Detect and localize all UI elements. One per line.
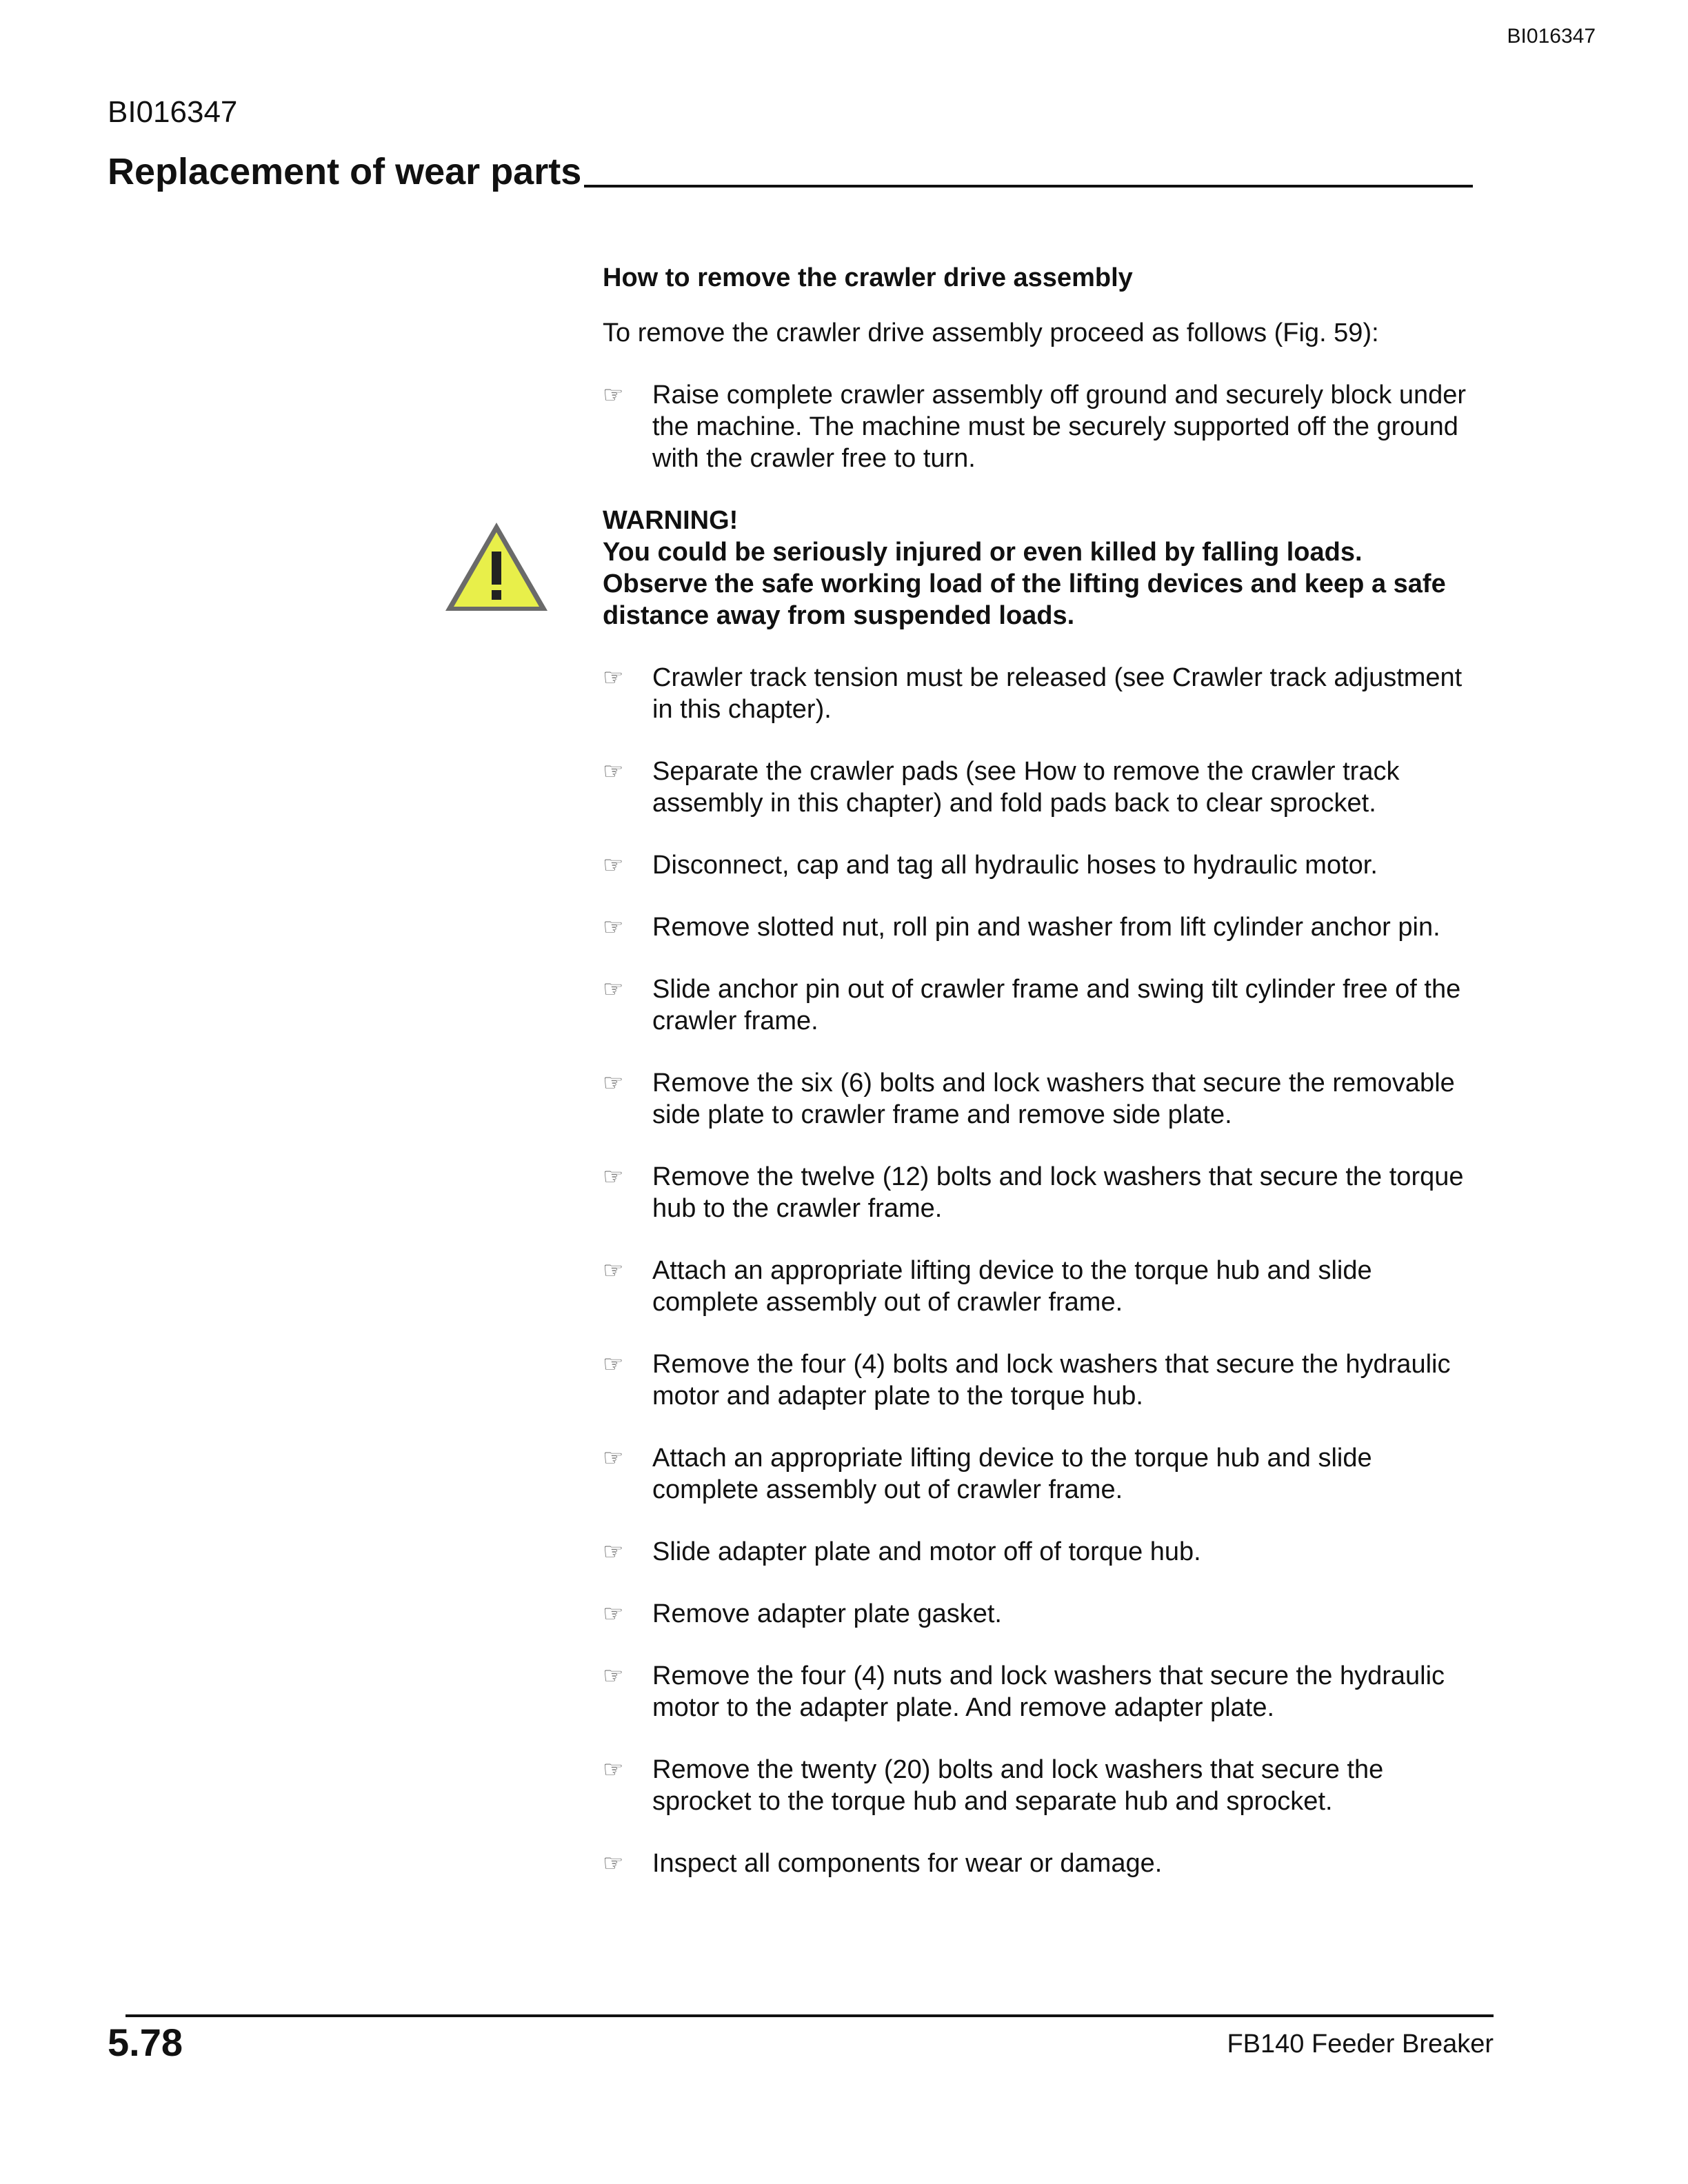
list-item bbox=[603, 1660, 1471, 1723]
list-item bbox=[603, 1754, 1471, 1817]
step-text: Inspect all components for wear or damage. bbox=[652, 1849, 1163, 1878]
step-text: Remove the four (4) bolts and lock washers that secure the hydraulic motor and adapter plate to the torque hub. bbox=[652, 1350, 1451, 1410]
list-item bbox=[603, 849, 1471, 881]
document-id: BI016347 bbox=[108, 95, 238, 129]
step-text: Remove slotted nut, roll pin and washer from lift cylinder anchor pin. bbox=[652, 913, 1440, 942]
list-item bbox=[603, 1348, 1471, 1412]
warning-text: You could be seriously injured or even killed by falling loads. Observe the safe working load of the lifting devices and keep a safe distance away from suspended loads. bbox=[603, 538, 1446, 630]
pointing-hand-icon: ☞ bbox=[603, 1164, 624, 1190]
warning-label: WARNING! bbox=[603, 506, 738, 535]
step-text: Remove the twelve (12) bolts and lock washers that secure the torque hub to the crawler frame. bbox=[652, 1162, 1464, 1223]
step-text: Disconnect, cap and tag all hydraulic hoses to hydraulic motor. bbox=[652, 851, 1378, 880]
pointing-hand-icon: ☞ bbox=[603, 1445, 624, 1471]
pointing-hand-icon: ☞ bbox=[603, 1663, 624, 1689]
title-underline bbox=[584, 185, 1473, 188]
page-number: 5.78 bbox=[108, 2021, 183, 2064]
footer-divider bbox=[125, 2014, 1494, 2017]
list-item bbox=[603, 1598, 1471, 1630]
list-item bbox=[603, 1442, 1471, 1506]
pointing-hand-icon: ☞ bbox=[603, 758, 624, 785]
pointing-hand-icon: ☞ bbox=[603, 1351, 624, 1377]
list-item bbox=[603, 911, 1471, 943]
pointing-hand-icon: ☞ bbox=[603, 1539, 624, 1565]
step-text: Remove the four (4) nuts and lock washers that secure the hydraulic motor to the adapter plate. And remove adapter plate. bbox=[652, 1661, 1445, 1722]
list-item bbox=[603, 1255, 1471, 1318]
title-row bbox=[108, 145, 1473, 193]
list-item bbox=[603, 1536, 1471, 1568]
list-item bbox=[603, 973, 1471, 1037]
step-text: Raise complete crawler assembly off ground and securely block under the machine. The machine must be securely supported off the ground with the crawler free to turn. bbox=[652, 381, 1467, 473]
step-text: Crawler track tension must be released (see Crawler track adjustment in this chapter). bbox=[652, 663, 1463, 724]
list-item bbox=[603, 379, 1471, 474]
step-text: Slide anchor pin out of crawler frame and swing tilt cylinder free of the crawler frame. bbox=[652, 975, 1461, 1035]
step-text: Remove the twenty (20) bolts and lock washers that secure the sprocket to the torque hub and separate hub and sprocket. bbox=[652, 1755, 1384, 1816]
pointing-hand-icon: ☞ bbox=[603, 1257, 624, 1284]
step-text: Remove the six (6) bolts and lock washers that secure the removable side plate to crawler frame and remove side plate. bbox=[652, 1069, 1455, 1129]
step-text: Attach an appropriate lifting device to the torque hub and slide complete assembly out of crawler frame. bbox=[652, 1256, 1372, 1317]
section-heading: How to remove the crawler drive assembly bbox=[603, 263, 1133, 292]
list-item bbox=[603, 662, 1471, 725]
intro-text: To remove the crawler drive assembly proceed as follows (Fig. 59): bbox=[603, 318, 1379, 347]
warning-block bbox=[603, 505, 1471, 631]
pointing-hand-icon: ☞ bbox=[603, 665, 624, 691]
list-item bbox=[603, 1161, 1471, 1224]
pointing-hand-icon: ☞ bbox=[603, 914, 624, 940]
pointing-hand-icon: ☞ bbox=[603, 1850, 624, 1877]
pointing-hand-icon: ☞ bbox=[603, 1757, 624, 1783]
step-text: Remove adapter plate gasket. bbox=[652, 1599, 1002, 1628]
pointing-hand-icon: ☞ bbox=[603, 852, 624, 878]
step-text: Separate the crawler pads (see How to remove the crawler track assembly in this chapter) and fold pads back to clear sprocket. bbox=[652, 757, 1400, 818]
pointing-hand-icon: ☞ bbox=[603, 1601, 624, 1627]
warning-triangle-icon bbox=[441, 518, 552, 615]
step-text: Slide adapter plate and motor off of torque hub. bbox=[652, 1537, 1201, 1566]
list-item bbox=[603, 1848, 1471, 1879]
corner-document-id: BI016347 bbox=[1507, 25, 1596, 48]
list-item bbox=[603, 1067, 1471, 1131]
product-name: FB140 Feeder Breaker bbox=[1227, 2030, 1494, 2059]
step-text: Attach an appropriate lifting device to the torque hub and slide complete assembly out of crawler frame. bbox=[652, 1444, 1372, 1504]
pointing-hand-icon: ☞ bbox=[603, 1070, 624, 1096]
list-item bbox=[603, 756, 1471, 819]
pointing-hand-icon: ☞ bbox=[603, 382, 624, 408]
page-title: Replacement of wear parts bbox=[108, 151, 582, 192]
procedure-section bbox=[603, 262, 1471, 1910]
pointing-hand-icon: ☞ bbox=[603, 976, 624, 1002]
